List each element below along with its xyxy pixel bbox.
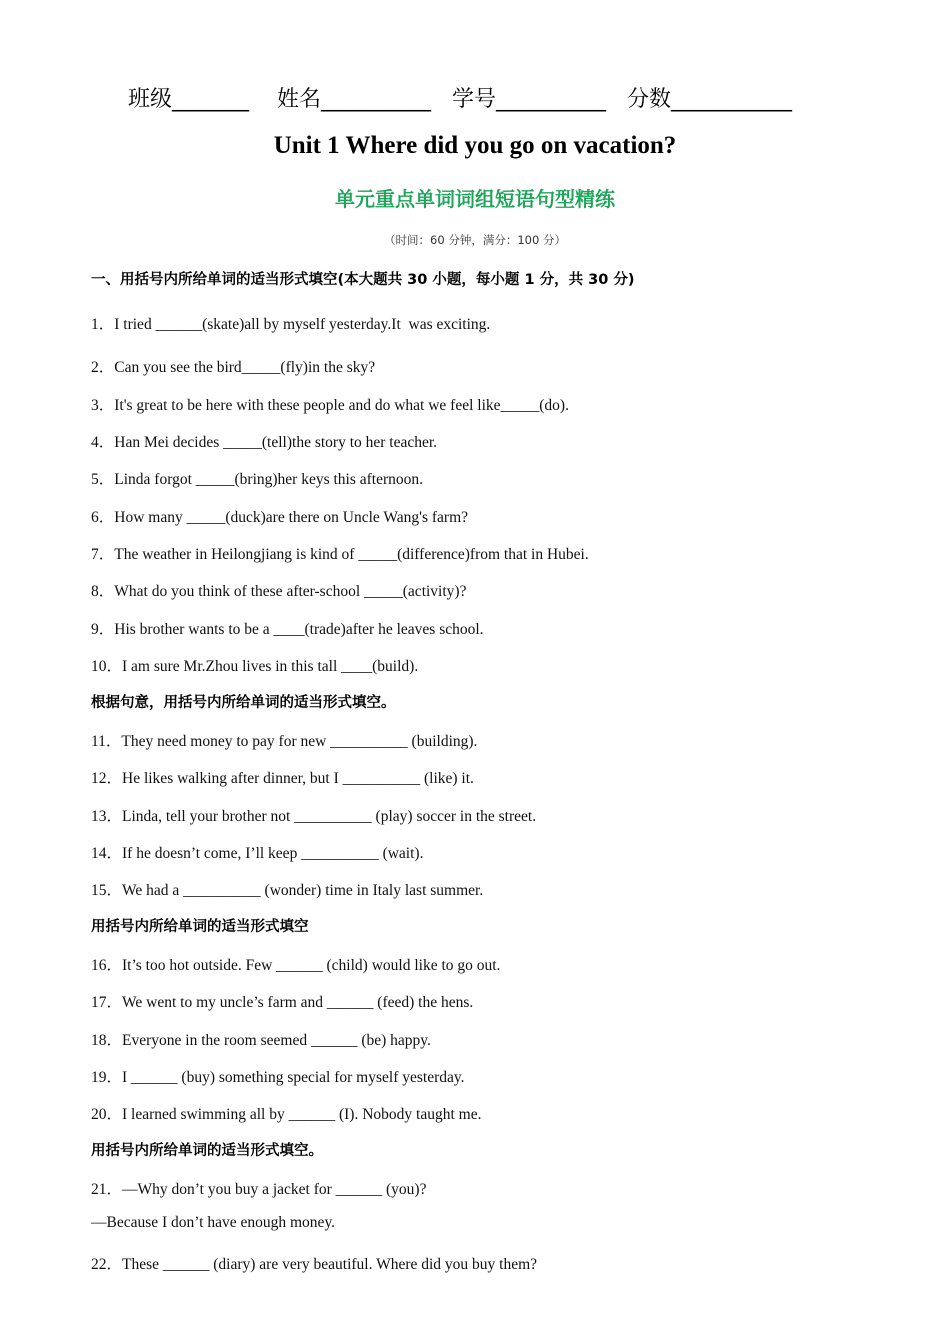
instruction-4: 用括号内所给单词的适当形式填空。 [91, 1143, 323, 1159]
question-21-answer-line: —Because I don’t have enough money. [91, 1214, 336, 1231]
page-title: Unit 1 Where did you go on vacation? [273, 132, 677, 159]
question-18: 18．Everyone in the room seemed ______ (be) happy. [91, 1032, 431, 1049]
question-5: 5．Linda forgot _____(bring)her keys this afternoon. [91, 471, 424, 488]
question-3: 3．It's great to be here with these people and do what we feel like_____(do). [91, 397, 569, 414]
question-15: 15．We had a __________ (wonder) time in Italy last summer. [91, 882, 484, 899]
student-info-line: 班级_______ 姓名__________ 学号__________ 分数___________ [128, 87, 792, 112]
question-11: 11．They need money to pay for new __________ (building). [91, 733, 478, 750]
question-10: 10．I am sure Mr.Zhou lives in this tall ____(build). [91, 658, 419, 675]
question-20: 20．I learned swimming all by ______ (I). Nobody taught me. [91, 1106, 482, 1123]
question-4: 4．Han Mei decides _____(tell)the story to her teacher. [91, 434, 438, 451]
question-7: 7．The weather in Heilongjiang is kind of _____(difference)from that in Hubei. [91, 546, 589, 563]
time-note: （时间：60 分钟，满分：100 分） [384, 233, 566, 247]
question-19: 19．I ______ (buy) something special for myself yesterday. [91, 1069, 465, 1086]
section-1-title: 一、用括号内所给单词的适当形式填空(本大题共 30 小题，每小题 1 分，共 30 分) [91, 272, 635, 288]
question-13: 13．Linda, tell your brother not __________ (play) soccer in the street. [91, 808, 537, 825]
question-17: 17．We went to my uncle’s farm and ______ (feed) the hens. [91, 994, 474, 1011]
question-16: 16．It’s too hot outside. Few ______ (child) would like to go out. [91, 957, 501, 974]
question-21: 21．—Why don’t you buy a jacket for ______ (you)? [91, 1181, 427, 1198]
question-12: 12．He likes walking after dinner, but I __________ (like) it. [91, 770, 474, 787]
question-2: 2．Can you see the bird_____(fly)in the sky? [91, 359, 376, 376]
page-subtitle: 单元重点单词词组短语句型精练 [335, 187, 615, 211]
instruction-2: 根据句意，用括号内所给单词的适当形式填空。 [91, 695, 396, 711]
question-6: 6．How many _____(duck)are there on Uncle Wang's farm? [91, 509, 469, 526]
instruction-3: 用括号内所给单词的适当形式填空 [91, 919, 309, 935]
question-1: 1．I tried ______(skate)all by myself yesterday.It was exciting. [91, 316, 491, 333]
question-14: 14．If he doesn’t come, I’ll keep __________ (wait). [91, 845, 424, 862]
question-9: 9．His brother wants to be a ____(trade)after he leaves school. [91, 621, 484, 638]
question-8: 8．What do you think of these after-school _____(activity)? [91, 583, 467, 600]
question-22: 22．These ______ (diary) are very beautiful. Where did you buy them? [91, 1256, 538, 1273]
